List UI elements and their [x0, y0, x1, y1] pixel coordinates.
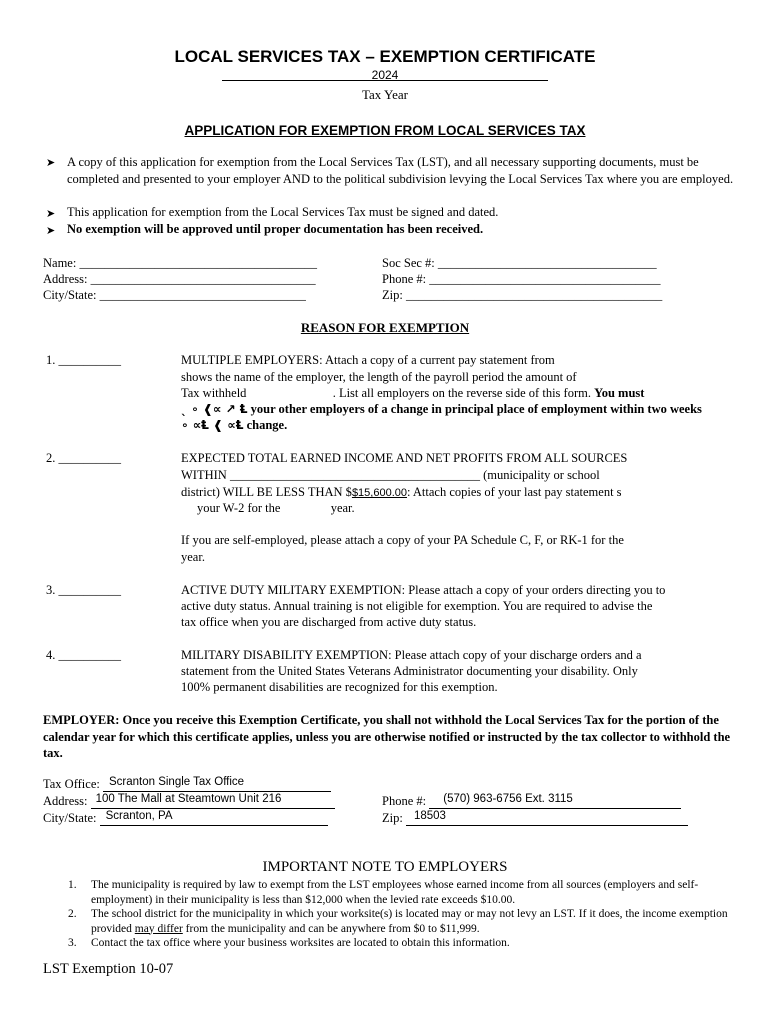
- reason-3-line-2: active duty status. Annual training is not eligible for exemption. You are required to advise the: [181, 599, 653, 613]
- name-field[interactable]: Name: ______________________________________: [43, 256, 317, 270]
- tax-office-phone-field[interactable]: [429, 795, 681, 809]
- tax-office-zip-row: [382, 811, 688, 826]
- tax-office-city-row: [43, 811, 328, 826]
- phone-field[interactable]: Phone #: _____________________________________: [382, 272, 661, 286]
- address-field[interactable]: Address: ____________________________________: [43, 272, 316, 286]
- tax-office-zip-value: 18503: [413, 810, 446, 822]
- bullet-text-2: This application for exemption from the Local Services Tax must be signed and dated.: [67, 205, 499, 219]
- reason-1-checkline[interactable]: 1. __________: [46, 353, 121, 367]
- reason-1-change-text: change.: [246, 418, 288, 432]
- note-2-text-b: from the municipality and can be anywhere from $0 to $11,999.: [185, 922, 480, 935]
- important-note-title: IMPORTANT NOTE TO EMPLOYERS: [262, 859, 508, 875]
- note-2: [91, 907, 731, 936]
- tax-office-row: [43, 777, 331, 792]
- arrow-bullet-icon: ➤: [46, 224, 56, 237]
- bullet-text-3: No exemption will be approved until proper documentation has been received.: [67, 222, 484, 236]
- tax-office-address-label: Address:: [43, 794, 88, 808]
- income-amount-field[interactable]: $15,600.00: [351, 487, 407, 499]
- reason-1-line-2: shows the name of the employer, the length of the payroll period the amount of: [181, 370, 577, 384]
- reason-2-year-text: year.: [330, 501, 355, 515]
- reason-4-line-3: 100% permanent disabilities are recognized for this exemption.: [181, 680, 498, 694]
- reason-1-line-5: [181, 418, 287, 433]
- tax-office-city-label: City/State:: [43, 811, 97, 825]
- tax-office-zip-field[interactable]: [406, 812, 688, 826]
- bullet-text-1: A copy of this application for exemption from the Local Services Tax (LST), and all necessary supporting documents, must be completed and presented to your employer AND to the political subdivision levying the Local Services Tax where you are employed.: [67, 155, 734, 186]
- form-title: LOCAL SERVICES TAX – EXEMPTION CERTIFICATE: [174, 47, 596, 66]
- reason-1-line-4: [181, 402, 702, 417]
- reason-2-less-than: district) WILL BE LESS THAN $: [181, 485, 352, 499]
- reason-4-checkline[interactable]: 4. __________: [46, 648, 121, 662]
- reason-2-line-1: EXPECTED TOTAL EARNED INCOME AND NET PROFITS FROM ALL SOURCES: [181, 451, 628, 465]
- reason-3-line-1: ACTIVE DUTY MILITARY EXEMPTION: Please attach a copy of your orders directing you to: [181, 583, 666, 597]
- tax-year-field[interactable]: 2024: [371, 68, 399, 82]
- reason-1-line-3: [181, 386, 644, 401]
- reason-2-w2-text: your W-2 for the: [197, 501, 281, 515]
- reason-2-checkline[interactable]: 2. __________: [46, 451, 121, 465]
- tax-office-phone-label: Phone #:: [382, 794, 427, 808]
- note-number-3: 3.: [68, 937, 77, 949]
- reason-3-checkline[interactable]: 3. __________: [46, 583, 121, 597]
- reason-1-line-1: MULTIPLE EMPLOYERS: Attach a copy of a current pay statement from: [181, 353, 555, 367]
- reason-2-line-6: year.: [181, 550, 205, 564]
- tax-office-city-field[interactable]: [100, 812, 328, 826]
- zip-field[interactable]: Zip: _________________________________________: [382, 288, 663, 302]
- reason-2-attach-copies: : Attach copies of your last pay statement s: [407, 485, 622, 499]
- tax-office-address-row: [43, 794, 335, 809]
- reason-2-line-2: WITHIN ________________________________________ (municipality or school: [181, 468, 600, 482]
- tax-office-label: Tax Office:: [43, 777, 100, 791]
- reason-4-line-1: MILITARY DISABILITY EXEMPTION: Please attach copy of your discharge orders and a: [181, 648, 642, 662]
- note-number-2: 2.: [68, 908, 77, 920]
- reason-1-list-employers: . List all employers on the reverse side of this form.: [332, 386, 591, 400]
- employer-notice: EMPLOYER: Once you receive this Exemption Certificate, you shall not withhold the Local Services Tax for the portion of the calendar year for which this certificate applies, unless you are otherwise notified or instructed by the tax collector to withhold the tax.: [43, 713, 731, 760]
- tax-office-address-value: 100 The Mall at Steamtown Unit 216: [95, 793, 282, 805]
- tax-office-field[interactable]: [103, 778, 331, 792]
- application-subtitle: APPLICATION FOR EXEMPTION FROM LOCAL SERVICES TAX: [184, 123, 586, 138]
- city-state-field[interactable]: City/State: _________________________________: [43, 288, 306, 302]
- tax-office-address-field[interactable]: [91, 795, 335, 809]
- reason-2-line-5: If you are self-employed, please attach a copy of your PA Schedule C, F, or RK-1 for the: [181, 533, 624, 547]
- note-number-1: 1.: [68, 879, 77, 891]
- note-3: Contact the tax office where your business worksites are located to obtain this information.: [91, 937, 510, 949]
- arrow-bullet-icon: ➤: [46, 156, 56, 169]
- garbled-text-glyphs: ∘ ∝Ⱡ ❰ ∝Ⱡ: [181, 418, 244, 432]
- note-2-text-a: The school district for the municipality in which your worksite(s) is located may or may not levy an LST. If it does, the income exemption provided: [91, 908, 728, 935]
- reason-heading: REASON FOR EXEMPTION: [300, 320, 470, 335]
- note-2-may-differ: may differ: [134, 922, 183, 935]
- reason-1-tax-withheld: Tax withheld: [181, 386, 247, 400]
- reason-1-notify-text: your other employers of a change in principal place of employment within two weeks: [250, 402, 702, 416]
- reason-1-you-must: You must: [594, 386, 645, 400]
- reason-3-line-3: tax office when you are discharged from active duty status.: [181, 615, 477, 629]
- tax-office-value: Scranton Single Tax Office: [108, 776, 245, 788]
- tax-office-phone-row: [382, 794, 681, 809]
- tax-year-label: Tax Year: [361, 87, 409, 102]
- note-1: The municipality is required by law to exempt from the LST employees whose earned income from all sources (employers and self-employment) in their municipality is less than $12,000 when the levied rate exceeds $10.00.: [91, 879, 699, 906]
- tax-office-city-value: Scranton, PA: [105, 810, 173, 822]
- soc-sec-field[interactable]: Soc Sec #: ___________________________________: [382, 256, 657, 270]
- reason-2-line-4: [197, 501, 355, 516]
- form-footer: LST Exemption 10-07: [43, 961, 174, 977]
- garbled-text-glyphs: ˎ ∘ ❰∝ ↗ Ⱡ: [181, 402, 248, 416]
- arrow-bullet-icon: ➤: [46, 207, 56, 220]
- reason-2-line-3: [181, 485, 622, 500]
- tax-office-zip-label: Zip:: [382, 811, 403, 825]
- reason-4-line-2: statement from the United States Veterans Administrator documenting your disability. Only: [181, 664, 638, 678]
- tax-office-phone-value: (570) 963-6756 Ext. 3115: [443, 793, 573, 805]
